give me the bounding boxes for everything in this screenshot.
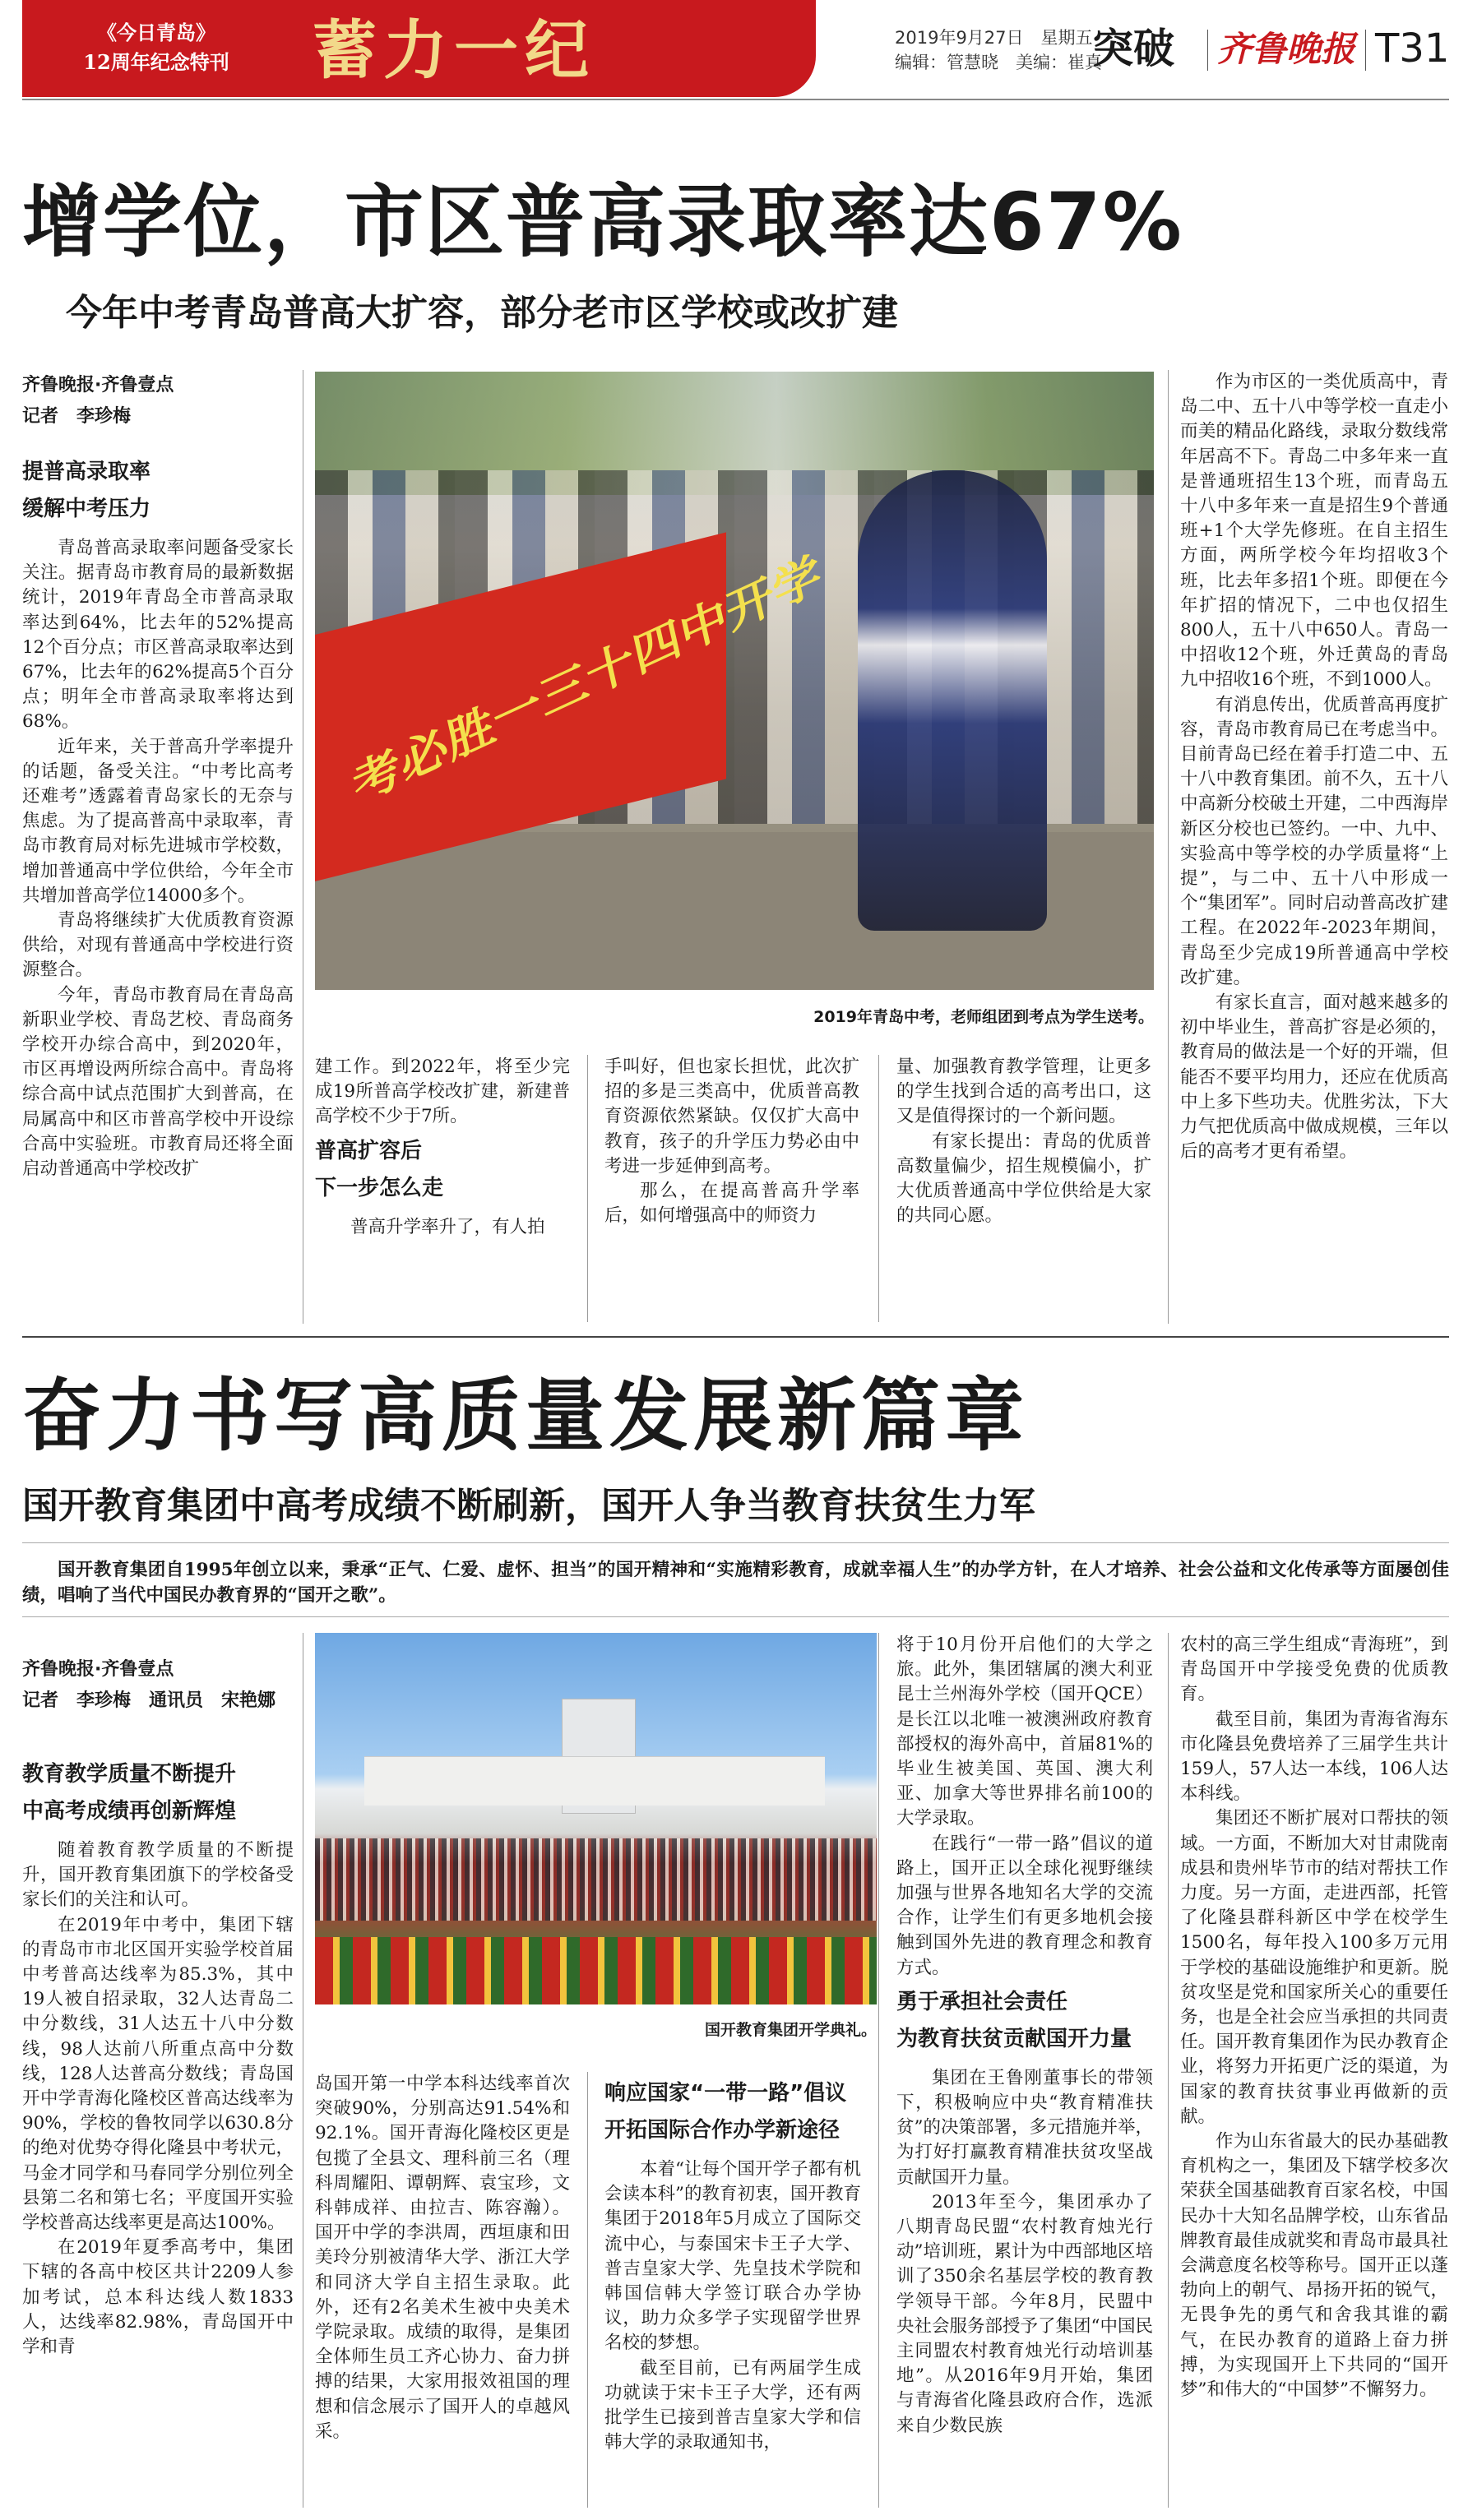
article1-photo-caption: 2019年青岛中考，老师组团到考点为学生送考。 bbox=[813, 1008, 1154, 1026]
col-divider bbox=[1168, 1633, 1169, 2508]
header-divider bbox=[1207, 30, 1208, 71]
article1-paragraph: 作为市区的一类优质高中，青岛二中、五十八中等学校一直走小而美的精品化路线，录取分数线常年居高不下。青岛二中多年来一直是普通班招生13个班，而青岛五十八中多年来一直是招生9个普通班+1个大学先修班。在自主招生方面，两所学校今年均招收3个班，比去年多招1个班。即便在今年扩招的情况下，二中也仅招生800人，五十八中650人。青岛一中招收12个班，外迁黄岛的青岛九中招收16个班，不到1000人。 bbox=[1180, 372, 1448, 691]
article1-photo bbox=[315, 372, 1154, 990]
article2-paragraph: 本着“让每个国开学子都有机会读本科”的教育初衷，国开教育集团于2018年5月成立了国际交流中心，与泰国宋卡王子大学、普吉皇家大学、先皇技术学院和韩国信韩大学签订联合办学协议，助力众多学子实现留学世界名校的梦想。 bbox=[604, 2159, 861, 2354]
red-banner-text: 考必胜一三十四中开学 bbox=[348, 545, 827, 813]
article2-paragraph: 在践行“一带一路”倡议的道路上，国开正以全球化视野继续加强与世界各地知名大学的交流合作，让学生们有更多地机会接触到国外先进的教育理念和教育方式。 bbox=[896, 1833, 1153, 1978]
article1-subhead2a: 普高扩容后 bbox=[315, 1138, 423, 1163]
article2-subhead2a: 响应国家“一带一路”倡议 bbox=[604, 2081, 847, 2106]
article-separator bbox=[22, 1336, 1449, 1338]
editor-line: 编辑：管慧晓 美编：崔真 bbox=[895, 53, 1102, 72]
article2-source: 齐鲁晚报·齐鲁壹点 bbox=[22, 1659, 174, 1680]
article2-subhead3b: 为教育扶贫贡献国开力量 bbox=[896, 2026, 1132, 2051]
article2-column3 bbox=[604, 2072, 861, 2508]
article1-subhead1 bbox=[22, 454, 294, 528]
header-divider-2 bbox=[1365, 30, 1366, 71]
article2-subhead1a: 教育教学质量不断提升 bbox=[22, 1762, 237, 1787]
banner-text-block bbox=[49, 18, 263, 77]
header-rule bbox=[22, 99, 1449, 100]
col-divider bbox=[878, 1633, 879, 2508]
col-divider bbox=[878, 1055, 879, 1322]
article1-paragraph: 量、加强教育教学管理，让更多的学生找到合适的高考出口，这又是值得探讨的一个新问题。 bbox=[896, 1057, 1151, 1127]
article2-column4 bbox=[896, 1633, 1153, 2508]
article2-paragraph: 岛国开第一中学本科达线率首次突破90%，分别高达91.54%和92.1%。国开青海化隆校区更是包揽了全县文、理科前三名（理科周耀阳、谭朝辉、袁宝珍，文科韩成祥、由拉吉、陈容瀚）。国开中学的李洪周，西垣康和田美玲分别被清华大学、浙江大学和同济大学自主招生录取。此外，还有2名美术生被中央美术学院录取。成绩的取得，是集团全体师生员工齐心协力、奋力拼搏的结果，大家用报效祖国的理想和信念展示了国开人的卓越风采。 bbox=[315, 2074, 570, 2442]
article1-paragraph: 那么，在提高普高升学率后，如何增强高中的师资力 bbox=[604, 1181, 859, 1227]
article1-subhead1b: 缓解中考压力 bbox=[22, 497, 151, 521]
article1-subhead1a: 提普高录取率 bbox=[22, 460, 151, 484]
subheadline-rule bbox=[22, 1542, 1449, 1543]
article2-subhead2b: 开拓国际合作办学新途径 bbox=[604, 2118, 841, 2143]
article1-subhead2 bbox=[315, 1133, 570, 1207]
article1-paragraph: 青岛普高录取率问题备受家长关注。据青岛市教育局的最新数据统计，2019年青岛全市普高录取率达到64%，比去年的52%提高12个百分点；市区普高录取率达到67%，比去年的62%提高5个百分点；明年全市普高录取率将达到68%。 bbox=[22, 538, 294, 733]
article1-paragraph: 有家长提出：青岛的优质普高数量偏少，招生规模偏小，扩大优质普通高中学位供给是大家的共同心愿。 bbox=[896, 1131, 1151, 1227]
article2-paragraph: 在2019年夏季高考中，集团下辖的各高中校区共计2209人参加考试，总本科达线人数1833人，达线率82.98%，青岛国开中学和青 bbox=[22, 2237, 294, 2358]
article2-paragraph: 随着教育教学质量的不断提升，国开教育集团旗下的学校备受家长们的关注和认可。 bbox=[22, 1840, 294, 1911]
article2-subheadline: 国开教育集团中高考成绩不断刷新，国开人争当教育扶贫生力军 bbox=[22, 1485, 1035, 1527]
article2-paragraph: 农村的高三学生组成“青海班”，到青岛国开中学接受免费的优质教育。 bbox=[1180, 1635, 1448, 1705]
photo-student bbox=[858, 470, 1047, 931]
banner-line1: 《今日青岛》 bbox=[97, 21, 215, 44]
article1-reporter: 记者 李珍梅 bbox=[22, 406, 132, 427]
col-divider bbox=[587, 2072, 588, 2508]
photo-building bbox=[364, 1756, 825, 1806]
article2-subhead1 bbox=[22, 1756, 294, 1830]
article2-reporter: 记者 李珍梅 通讯员 宋艳娜 bbox=[22, 1690, 276, 1711]
article1-paragraph: 普高升学率升了，有人拍 bbox=[350, 1216, 545, 1237]
article2-headline: 奋力书写高质量发展新篇章 bbox=[22, 1370, 1029, 1462]
article2-column5 bbox=[1180, 1633, 1448, 2508]
article2-subhead3 bbox=[896, 1984, 1153, 2058]
article1-source: 齐鲁晚报·齐鲁壹点 bbox=[22, 375, 174, 395]
article2-paragraph: 集团还不断扩展对口帮扶的领域。一方面，不断加大对甘肃陇南成县和贵州毕节市的结对帮扶工作力度。另一方面，走进西部，托管了化隆县群科新区中学在校学生1500名，每年投入100多万元用于学校的基础设施维护和更新。脱贫攻坚是党和国家所关心的重要任务，也是全社会应当承担的共同责任。国开教育集团作为民办教育企业，将努力开拓更广泛的渠道，为国家的教育扶贫事业再做新的贡献。 bbox=[1180, 1808, 1448, 2127]
article2-paragraph: 2013年至今，集团承办了八期青岛民盟“农村教育烛光行动”培训班，累计为中西部地区培训了350余名基层学校的教育教学领导干部。今年8月，民盟中央社会服务部授予了集团“中国民主同盟农村教育烛光行动培训基地”。从2016年9月开始，集团与青海省化隆县政府合作，选派来自少数民族 bbox=[896, 2191, 1153, 2436]
article1-paragraph: 近年来，关于普高升学率提升的话题，备受关注。“中考比高考还难考”透露着青岛家长的无奈与焦虑。为了提高普高中录取率，青岛市教育局对标先进城市学校数，增加普通高中学位供给，今年全市共增加普高学位14000多个。 bbox=[22, 736, 294, 906]
article2-subhead3a: 勇于承担社会责任 bbox=[896, 1989, 1068, 2014]
article1-paragraph: 青岛将继续扩大优质教育资源供给，对现有普通高中学校进行资源整合。 bbox=[22, 910, 294, 981]
article2-intro: 国开教育集团自1995年创立以来，秉承“正气、仁爱、虚怀、担当”的国开精神和“实施精彩教育，成就幸福人生”的办学方针，在人才培养、社会公益和文化传承等方面屡创佳绩，唱响了当代中国民办教育界的“国开之歌”。 bbox=[22, 1560, 1449, 1606]
article1-column2 bbox=[315, 1055, 570, 1326]
article1-paragraph: 有家长直言，面对越来越多的初中毕业生，普高扩容是必须的，教育局的做法是一个好的开端，但能否不要平均用力，还应在优质高中上多下些功夫。优胜劣汰，下大力气把优质高中做成规模，三年以后的高考才更有希望。 bbox=[1180, 992, 1448, 1163]
article1-column4 bbox=[896, 1055, 1151, 1326]
article2-column1 bbox=[22, 1654, 294, 2509]
article1-column5 bbox=[1180, 370, 1448, 1326]
date-line: 2019年9月27日 星期五 bbox=[895, 28, 1093, 48]
article2-paragraph: 集团在王鲁刚董事长的带领下，积极响应中央“教育精准扶贫”的决策部署，多元措施并举，为打好打赢教育精准扶贫攻坚战贡献国开力量。 bbox=[896, 2067, 1153, 2188]
photo-flowers bbox=[315, 1937, 877, 2004]
banner-line2: 12周年纪念特刊 bbox=[83, 50, 229, 74]
section-label: 突破 bbox=[1092, 25, 1174, 72]
article1-paragraph: 今年，青岛市教育局在青岛高新职业学校、青岛艺校、青岛商务学校开办综合高中，到2020年，市区再增设两所综合高中。青岛将综合高中试点范围扩大到普高，在局属高中和区市普高学校中开设综合高中实验班。市教育局还将全面启动普通高中学校改扩 bbox=[22, 984, 294, 1180]
article1-subheadline: 今年中考青岛普高大扩容，部分老市区学校或改扩建 bbox=[66, 292, 898, 334]
article2-paragraph: 在2019年中考中，集团下辖的青岛市市北区国开实验学校首届中考普高达线率为85.3%，其中19人被自招录取，32人达青岛二中分数线，31人达五十八中分数线，98人达前八所重点高中分数线，128人达普高分数线；青岛国开中学青海化隆校区普高达线率为90%，学校的鲁牧同学以630.8分的绝对优势夺得化隆县中考状元，马金才同学和马春同学分别位列全县第二名和第七名；平度国开实验学校普高达线率更是高达100%。 bbox=[22, 1914, 294, 2234]
article1-paragraph: 手叫好，但也家长担忧，此次扩招的多是三类高中，优质普高教育资源依然紧缺。仅仅扩大高中教育，孩子的升学压力势必由中考进一步延伸到高考。 bbox=[604, 1057, 859, 1177]
article2-photo bbox=[315, 1633, 877, 2004]
article2-subhead1b: 中高考成绩再创新辉煌 bbox=[22, 1799, 237, 1824]
article1-subhead2b: 下一步怎么走 bbox=[315, 1175, 444, 1200]
article2-paragraph: 截至目前，集团为青海省海东市化隆县免费培养了三届学生共计159人，57人达一本线，106人达本科线。 bbox=[1180, 1709, 1448, 1805]
col-divider bbox=[1168, 370, 1169, 1324]
photo-crowd bbox=[315, 1838, 877, 1921]
article2-subhead2 bbox=[604, 2075, 861, 2149]
article1-column3 bbox=[604, 1055, 859, 1326]
article2-paragraph: 将于10月份开启他们的大学之旅。此外，集团辖属的澳大利亚昆士兰州海外学校（国开QCE）是长江以北唯一被澳洲政府教育部授权的海外高中，首届81%的毕业生被美国、英国、澳大利亚、加拿大等世界排名前100的大学录取。 bbox=[896, 1635, 1153, 1829]
article2-paragraph: 作为山东省最大的民办基础教育机构之一，集团及下辖学校多次荣获全国基础教育百家名校，中国民办十大知名品牌学校，山东省品牌教育最佳成就奖和青岛市最具社会满意度名校等称号。国开正以蓬勃向上的朝气、昂扬开拓的锐气，无畏争先的勇气和舍我其谁的霸气，在民办教育的道路上奋力拼搏，为实现国开上下共同的“国开梦”和伟大的“中国梦”不懈努力。 bbox=[1180, 2131, 1448, 2401]
article2-column2 bbox=[315, 2072, 570, 2508]
intro-rule bbox=[22, 1616, 1449, 1617]
article2-photo-caption: 国开教育集团开学典礼。 bbox=[704, 2021, 877, 2039]
banner-title: 蓄力一纪 bbox=[313, 13, 596, 88]
article1-paragraph: 建工作。到2022年，将至少完成19所普高学校改扩建，新建普高学校不少于7所。 bbox=[315, 1057, 570, 1127]
article1-headline: 增学位，市区普高录取率达67% bbox=[22, 176, 1183, 268]
paper-name-logo: 齐鲁晚报 bbox=[1217, 29, 1356, 69]
article1-paragraph: 有消息传出，优质普高再度扩容，青岛市教育局已在考虑当中。目前青岛已经在着手打造二中、五十八中教育集团。前不久，五十八中高新分校破土开建，二中西海岸新区分校也已签约。一中、九中、实验高中等学校的办学质量将“上提”，与二中、五十八中形成一个“集团军”。同时启动普高改扩建工程。在2022年-2023年期间，青岛至少完成19所普通高中学校改扩建。 bbox=[1180, 694, 1448, 988]
article1-column1 bbox=[22, 370, 294, 1324]
col-divider bbox=[587, 1055, 588, 1322]
page-number: T31 bbox=[1375, 25, 1450, 72]
article2-paragraph: 截至目前，已有两届学生成功就读于宋卡王子大学，还有两批学生已接到普吉皇家大学和信韩大学的录取通知书， bbox=[604, 2357, 861, 2453]
